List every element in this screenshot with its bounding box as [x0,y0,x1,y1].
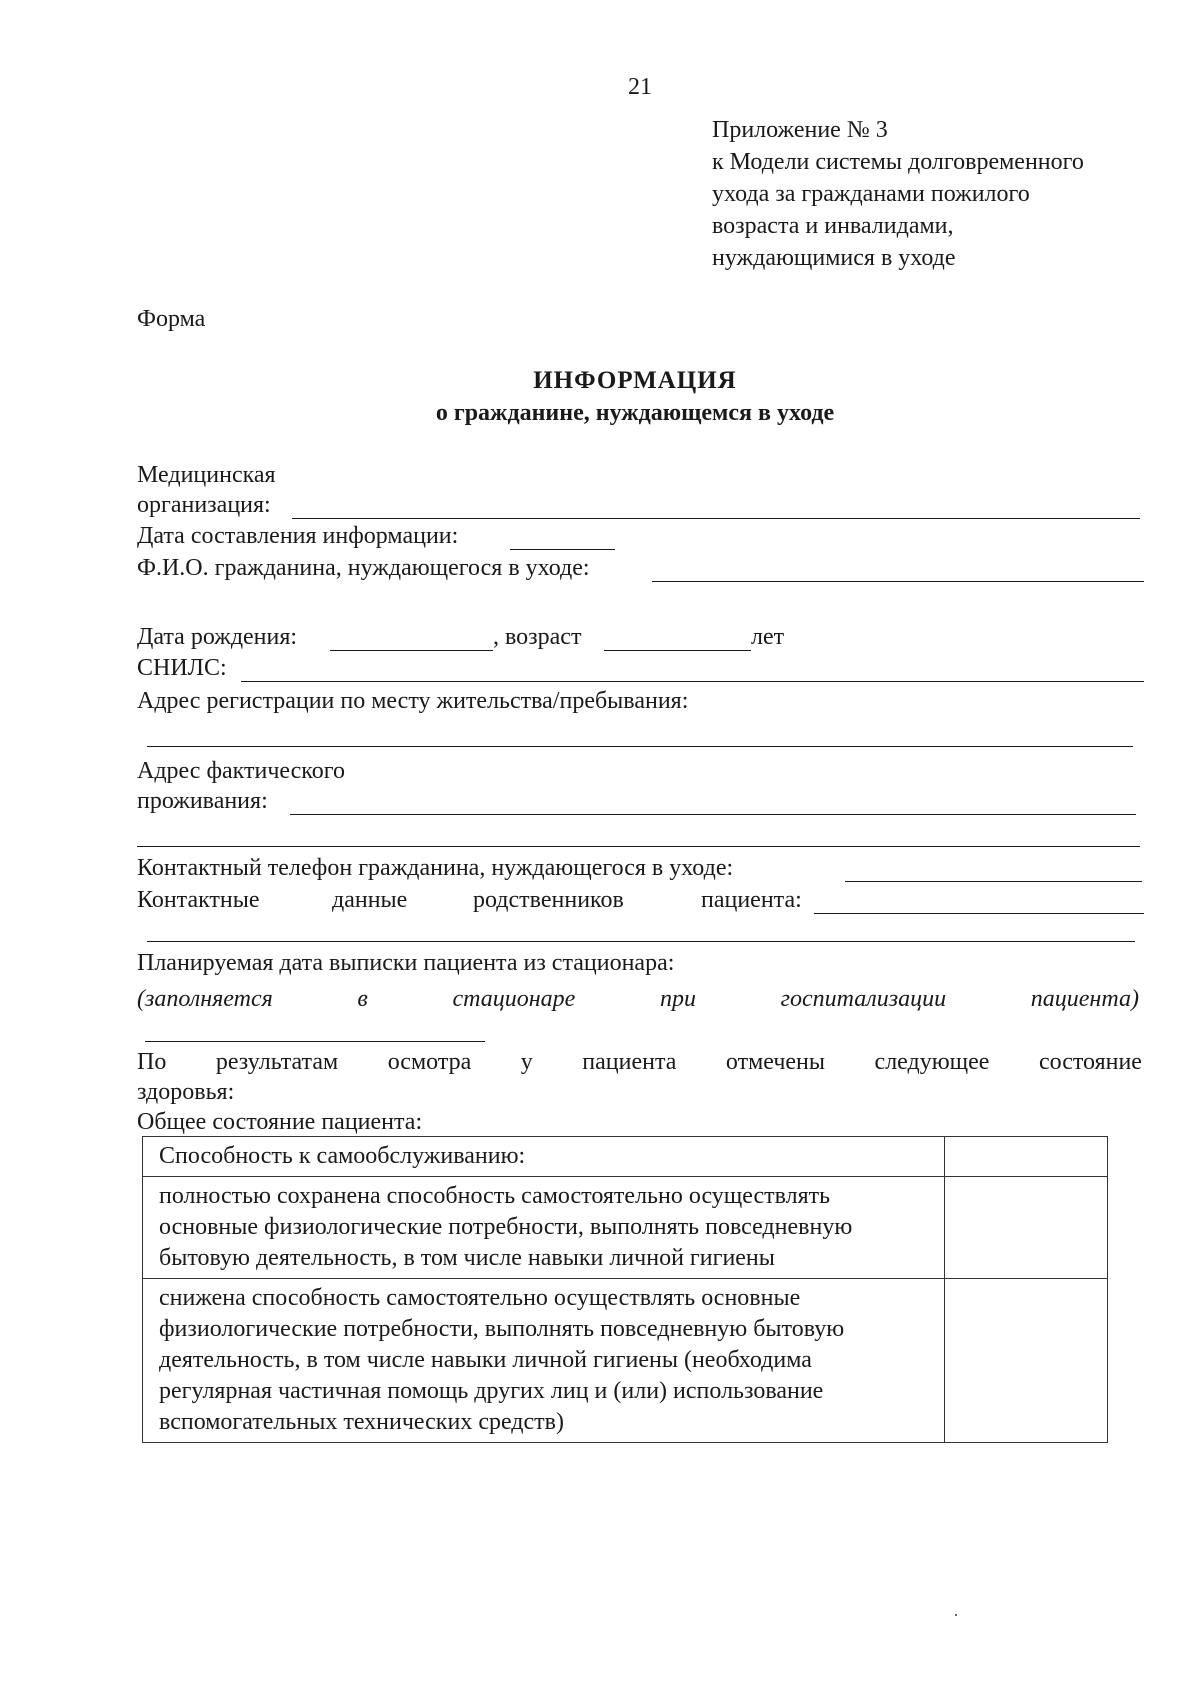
snils-field-line[interactable] [241,681,1144,682]
actual-address-field-line[interactable] [290,814,1136,815]
actual-address-field-line-2[interactable] [137,846,1140,847]
results-word: По [137,1049,167,1075]
phone-label: Контактный телефон гражданина, нуждающегося в уходе: [137,855,734,881]
discharge-note-word: стационаре [452,986,576,1012]
med-org-field-line[interactable] [292,518,1140,519]
results-word: следующее [874,1049,990,1075]
results-word: у [520,1049,533,1075]
annex-line: ухода за гражданами пожилого [712,181,1030,207]
results-word: результатам [215,1049,339,1075]
birth-date-label: Дата рождения: [137,624,298,650]
actual-address-label: проживания: [137,788,268,814]
assessment-table [142,1136,1108,1443]
age-label: , возраст [493,624,582,650]
criterion-text: снижена способность самостоятельно осуществлять основные физиологические потребности, выполнять повседневную бытовую деятельность, в том числе навыки личной гигиены (необходима регулярная частичная помощь других лиц и (или) использование вспомогательных технических средств) [159,1285,845,1435]
fio-label: Ф.И.О. гражданина, нуждающегося в уходе: [137,555,590,581]
table-cell-mark[interactable] [945,1177,1108,1279]
discharge-note [137,986,1139,1013]
general-state-label: Общее состояние пациента: [137,1109,423,1135]
age-field-line[interactable] [604,650,751,651]
table-row [143,1137,1108,1177]
annex-line: нуждающимися в уходе [712,245,956,271]
annex-block [712,114,1084,274]
birth-date-field-line[interactable] [330,650,493,651]
page-number: 21 [628,74,652,100]
relatives-label-2: данные [332,887,408,913]
table-cell-mark[interactable] [945,1137,1108,1177]
relatives-label-1: Контактные [137,887,260,913]
results-word: осмотра [387,1049,472,1075]
reg-address-label: Адрес регистрации по месту жительства/пребывания: [137,688,689,714]
date-compiled-label: Дата составления информации: [137,523,459,549]
discharge-note-word: госпитализации [780,986,947,1012]
discharge-note-word: (заполняется [137,986,273,1012]
reg-address-field-line[interactable] [147,746,1133,747]
relatives-label-4: пациента: [701,887,802,913]
results-word: состояние [1038,1049,1142,1075]
actual-address-label-line1: Адрес фактического [137,758,345,784]
table-cell-criterion [143,1177,945,1279]
relatives-field-line-2[interactable] [147,941,1135,942]
med-org-label-line1: Медицинская [137,462,276,488]
years-label: лет [751,624,785,650]
discharge-note-word: пациента) [1030,986,1139,1012]
med-org-label: организация: [137,492,271,518]
discharge-date-field-line[interactable] [145,1041,485,1042]
relatives-field-line[interactable] [814,913,1144,914]
table-cell-criterion [143,1137,945,1177]
results-word: отмечены [725,1049,826,1075]
snils-label: СНИЛС: [137,655,227,681]
phone-field-line[interactable] [845,881,1142,882]
document-title: ИНФОРМАЦИЯ [533,367,737,394]
annex-line: возраста и инвалидами, [712,213,954,239]
document-subtitle: о гражданине, нуждающемся в уходе [435,400,835,426]
discharge-note-word: при [660,986,696,1012]
discharge-date-label: Планируемая дата выписки пациента из стационара: [137,950,675,976]
results-word: пациента [582,1049,677,1075]
results-intro [137,1049,1142,1076]
criterion-text: полностью сохранена способность самостоятельно осуществлять основные физиологические потребности, выполнять повседневную бытовую деятельность, в том числе навыки личной гигиены [159,1183,853,1271]
table-row [143,1177,1108,1279]
annex-line: Приложение № 3 [712,117,888,143]
table-row [143,1279,1108,1443]
criterion-text: Способность к самообслуживанию: [159,1143,526,1169]
table-cell-criterion [143,1279,945,1443]
form-label: Форма [137,306,206,332]
annex-line: к Модели системы долговременного [712,149,1084,175]
results-label-line2: здоровья: [137,1079,235,1105]
discharge-note-word: в [357,986,368,1012]
relatives-label-3: родственников [473,887,624,913]
table-cell-mark[interactable] [945,1279,1108,1443]
date-compiled-field-line[interactable] [510,549,615,550]
scan-speck [955,1614,957,1616]
fio-field-line[interactable] [652,581,1144,582]
